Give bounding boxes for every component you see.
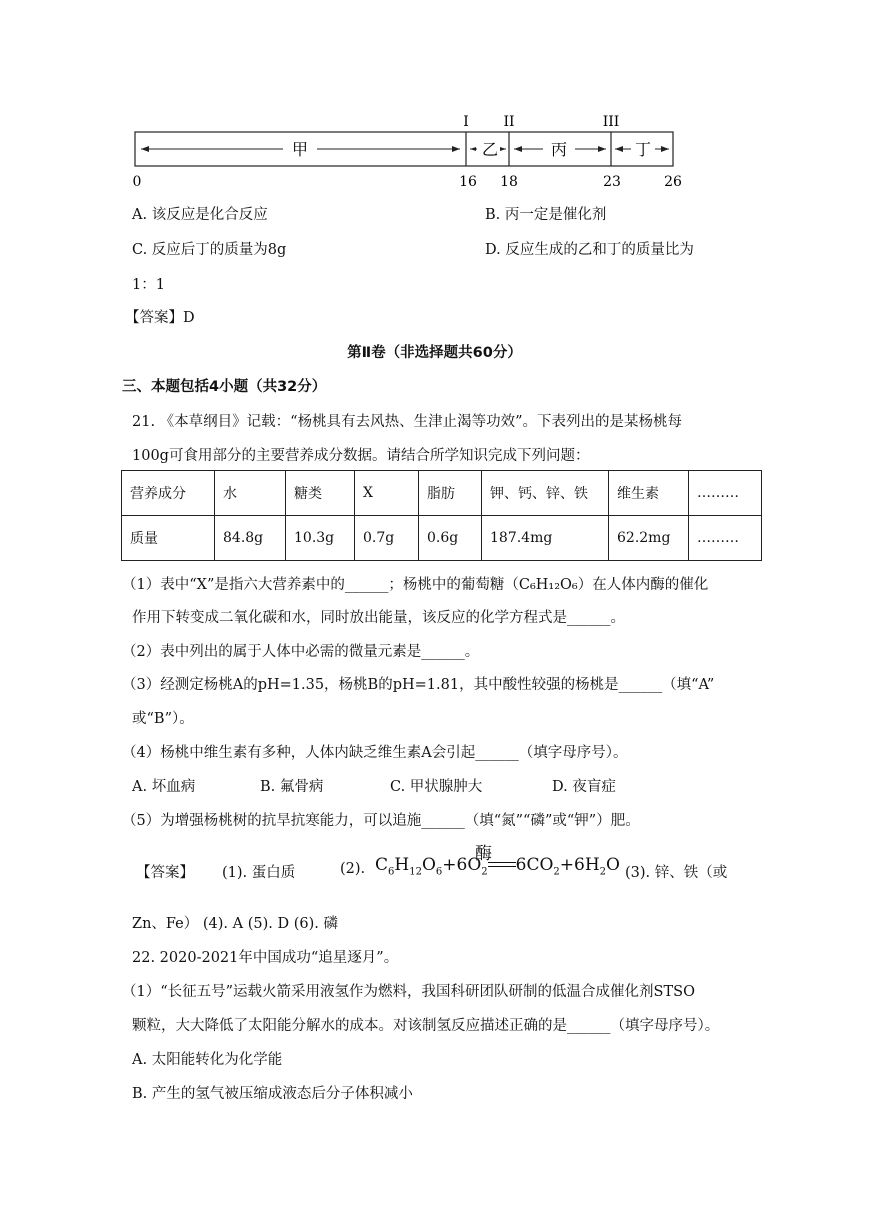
marker-2: II <box>503 114 515 130</box>
q20-answer: 【答案】D <box>125 310 195 326</box>
q20-option-d: D. 反应生成的乙和丁的质量比为 <box>485 242 694 258</box>
table-cell: 钾、钙、锌、铁 <box>482 471 609 516</box>
tick-26: 26 <box>664 174 682 190</box>
q22-option-b: B. 产生的氢气被压缩成液态后分子体积减小 <box>132 1086 413 1102</box>
glucose-oxidation-equation: 酶 $C_6H_{12}O_6+6O_2$ $6CO_2+6H_2O$ <box>375 845 605 885</box>
q20-option-c: C. 反应后丁的质量为8g <box>132 242 287 258</box>
q22-part1-line2: 颗粒，大大降低了太阳能分解水的成本。对该制氢反应描述正确的是______（填字母序号）。 <box>132 1018 720 1034</box>
q21-part2: （2）表中列出的属于人体中必需的微量元素是______。 <box>122 644 480 660</box>
part2-title: 第Ⅱ卷（非选择题共60分） <box>347 345 522 361</box>
q21-intro-line2: 100g可食用部分的主要营养成分数据。请结合所学知识完成下列问题： <box>132 448 590 464</box>
region-label-bing: 丙 <box>550 140 568 159</box>
q20-option-a: A. 该反应是化合反应 <box>132 207 268 223</box>
tick-18: 18 <box>500 174 518 190</box>
q21-answer-line2: Zn、Fe） (4). A (5). D (6). 磷 <box>132 916 338 932</box>
table-cell: ……… <box>689 471 762 516</box>
q21-part3-line1: （3）经测定杨桃A的pH=1.35，杨桃B的pH=1.81，其中酸性较强的杨桃是______（填“A” <box>122 677 715 693</box>
q21-answer-2: (2). <box>340 861 366 877</box>
q21-part3-line2: 或“B”）。 <box>132 711 194 727</box>
q22-option-a: A. 太阳能转化为化学能 <box>132 1052 283 1068</box>
q22-part1-line1: （1）“长征五号”运载火箭采用液氢作为燃料，我国科研团队研制的低温合成催化剂STSO <box>122 984 695 1000</box>
table-cell: 0.7g <box>355 516 419 561</box>
region-label-yi: 乙 <box>481 140 499 159</box>
table-cell: ……… <box>689 516 762 561</box>
table-cell: 质量 <box>122 516 215 561</box>
table-cell: 营养成分 <box>122 471 215 516</box>
marker-3: III <box>602 114 620 130</box>
table-cell: 62.2mg <box>609 516 689 561</box>
tick-23: 23 <box>603 174 621 190</box>
q21-part4-option-c: C. 甲状腺肿大 <box>390 779 483 795</box>
q21-part4-option-a: A. 坏血病 <box>132 779 196 795</box>
table-cell: 187.4mg <box>482 516 609 561</box>
region-label-jia: 甲 <box>291 140 309 159</box>
table-cell: 10.3g <box>286 516 355 561</box>
reaction-mass-diagram <box>125 110 685 190</box>
nutrition-table <box>121 470 762 561</box>
table-cell: 维生素 <box>609 471 689 516</box>
tick-16: 16 <box>459 174 477 190</box>
table-row <box>122 516 762 561</box>
q21-answer-label: 【答案】 <box>136 865 194 881</box>
q21-part4-option-b: B. 氟骨病 <box>260 779 324 795</box>
q21-part1-line1: （1）表中“X”是指六大营养素中的______；杨桃中的葡萄糖（C₆H₁₂O₆）在人体内酶的催化 <box>122 577 709 593</box>
marker-1: I <box>463 114 469 130</box>
table-cell: 0.6g <box>419 516 482 561</box>
q21-answer-3: (3). 锌、铁（或 <box>625 865 728 881</box>
table-cell: 脂肪 <box>419 471 482 516</box>
table-header-row <box>122 471 762 516</box>
section3-title: 三、本题包括4小题（共32分） <box>122 379 327 395</box>
table-cell: X <box>355 471 419 516</box>
q21-part1-line2: 作用下转变成二氧化碳和水，同时放出能量，该反应的化学方程式是______。 <box>132 610 625 626</box>
q21-answer-1: (1). 蛋白质 <box>222 865 296 881</box>
q20-option-d-continued: 1：1 <box>132 277 165 293</box>
q21-part4-option-d: D. 夜盲症 <box>552 779 616 795</box>
tick-0: 0 <box>132 174 142 190</box>
table-cell: 糖类 <box>286 471 355 516</box>
q21-part5: （5）为增强杨桃树的抗旱抗寒能力，可以追施______（填“氮”“磷”或“钾”）肥。 <box>122 813 640 829</box>
q21-intro-line1: 21. 《本草纲目》记载：“杨桃具有去风热、生津止渴等功效”。下表列出的是某杨桃每 <box>132 414 682 430</box>
q22-intro: 22. 2020-2021年中国成功“追星逐月”。 <box>132 950 399 966</box>
table-cell: 84.8g <box>215 516 286 561</box>
catalyst-label: 酶 <box>475 844 492 864</box>
table-cell: 水 <box>215 471 286 516</box>
q20-option-b: B. 丙一定是催化剂 <box>485 207 607 223</box>
region-label-ding: 丁 <box>634 140 652 159</box>
q21-part4: （4）杨桃中维生素有多种，人体内缺乏维生素A会引起______（填字母序号）。 <box>122 745 628 761</box>
